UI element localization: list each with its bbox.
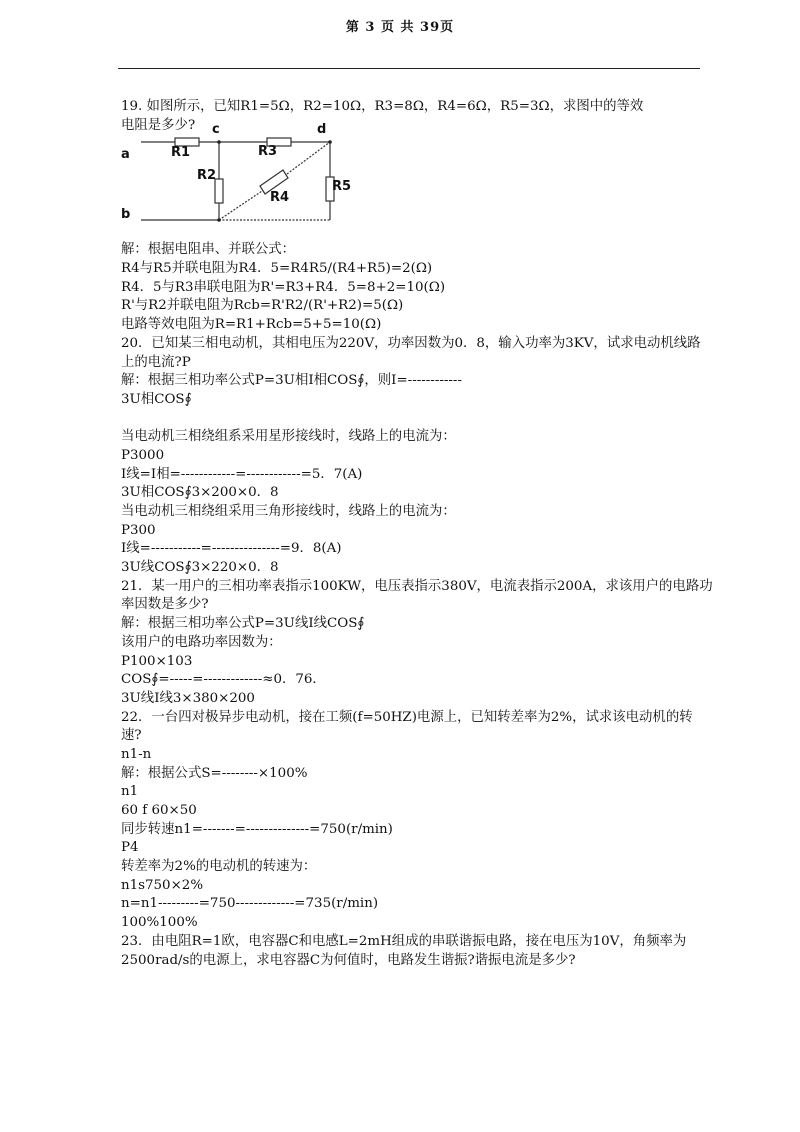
q21-answer-line: P100×103 (121, 653, 193, 669)
question-22-line-1: 22．一台四对极异步电动机，接在工频(f=50HZ)电源上，已知转差率为2%，试求该电动机的转 (121, 709, 693, 725)
q21-answer-line: 3U线I线3×380×200 (121, 690, 255, 706)
q22-answer-line: 同步转速n1=-------=--------------=750(r/min) (121, 821, 393, 837)
question-21-line-2: 率因数是多少? (121, 597, 209, 613)
question-19-line-2: 电阻是多少? (121, 117, 196, 133)
q22-answer-line: 转差率为2%的电动机的转速为： (121, 859, 317, 875)
q19-answer-line: 电路等效电阻为R=R1+Rcb=5+5=10(Ω) (121, 317, 382, 333)
q19-answer-line: 解：根据电阻串、并联公式： (121, 242, 296, 258)
q21-answer-line: 该用户的电路功率因数为： (121, 634, 282, 650)
q22-answer-line: n1 (121, 784, 139, 800)
q20-answer-line: P3000 (121, 447, 165, 463)
q22-answer-line: n1-n (121, 746, 152, 762)
question-22-line-2: 速? (121, 728, 142, 744)
q20-answer-line: 3U相COS∮3×200×0．8 (121, 485, 279, 501)
q21-answer-line: 解：根据三相功率公式P=3U线I线COS∮ (121, 616, 365, 632)
q22-answer-line: n1s750×2% (121, 877, 204, 893)
q21-answer-line: COS∮=-----=-------------≈0．76． (121, 672, 326, 688)
q19-answer-line: R4与R5并联电阻为R4．5=R4R5/(R4+R5)=2(Ω) (121, 261, 433, 277)
q19-answer-line: R4．5与R3串联电阻为R'=R3+R4．5=8+2=10(Ω) (121, 279, 446, 295)
question-19-line-1: 19. 如图所示，已知R1=5Ω，R2=10Ω，R3=8Ω，R4=6Ω，R5=3Ω，求图中的等效 (121, 99, 644, 114)
r2-label: R2 (197, 168, 217, 184)
header-rule (118, 68, 700, 69)
q22-answer-line: n=n1---------=750-------------=735(r/min) (121, 896, 379, 912)
page-indicator: 第 3 页 共 39页 (345, 20, 455, 35)
node-c-label: c (212, 122, 220, 138)
q22-answer-line: 解：根据公式S=--------×100% (121, 765, 308, 781)
q20-answer-line: 3U相COS∮ (121, 391, 192, 407)
q20-answer-line: P300 (121, 522, 156, 538)
q20-answer-line: I线=-----------=---------------=9．8(A) (121, 541, 342, 557)
node-a-label: a (121, 147, 130, 163)
question-20-line-2: 上的电流?P (121, 354, 191, 370)
node-b-label: b (121, 207, 131, 223)
q19-answer-line: R'与R2并联电阻为Rcb=R'R2/(R'+R2)=5(Ω) (121, 298, 404, 314)
question-23-line-1: 23．由电阻R=1欧，电容器C和电感L=2mH组成的串联谐振电路，接在电压为10V，角频率为 (121, 933, 687, 949)
q20-answer-line: 3U线COS∮3×220×0．8 (121, 560, 279, 576)
document-body (121, 98, 713, 970)
q20-answer-line: 解：根据三相功率公式P=3U相I相COS∮，则I=------------ (121, 373, 462, 389)
question-23-line-2: 2500rad/s的电源上，求电容器C为何值时，电路发生谐振?谐振电流是多少? (121, 952, 576, 968)
q22-answer-line: P4 (121, 840, 139, 856)
q22-answer-line: 60 f 60×50 (121, 803, 197, 818)
r5-label: R5 (332, 179, 352, 195)
node-d-label: d (317, 122, 327, 138)
blank-line (121, 410, 701, 429)
r4-label: R4 (270, 190, 290, 206)
r1-label: R1 (171, 145, 191, 161)
question-21-line-1: 21．某一用户的三相功率表指示100KW，电压表指示380V，电流表指示200A，求该用户的电路功 (121, 578, 713, 594)
q20-answer-line: 当电动机三相绕组系采用星形接线时，线路上的电流为： (121, 429, 456, 445)
q20-answer-line: 当电动机三相绕组采用三角形接线时，线路上的电流为： (121, 504, 456, 519)
question-20-line-1: 20．已知某三相电动机，其相电压为220V，功率因数为0．8，输入功率为3KV，试求电动机线路 (121, 335, 701, 351)
r3-label: R3 (258, 144, 278, 160)
q20-answer-line: I线=I相=------------=------------=5．7(A) (121, 466, 363, 482)
q22-answer-line: 100%100% (121, 915, 198, 931)
circuit-drawing (129, 135, 359, 241)
